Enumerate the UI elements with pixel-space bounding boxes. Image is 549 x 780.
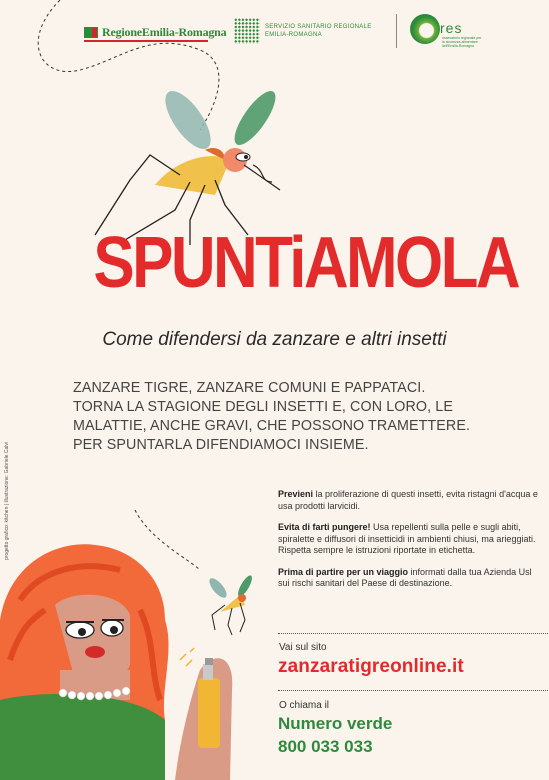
logo-servizio-line1: SERVIZIO SANITARIO REGIONALE (265, 24, 372, 30)
credit-text: progetto grafico: kitchen | illustrazione: Gabriele Calvi (4, 441, 10, 560)
logo-servizio-text (265, 18, 372, 39)
tip-item (278, 522, 543, 557)
flag-icon (84, 27, 98, 38)
intro-line: PER SPUNTARLA DIFENDIAMOCI INSIEME. (73, 437, 369, 453)
intro-line: TORNA LA STAGIONE DEGLI INSETTI E, CON LORO, LE (73, 399, 453, 415)
page-title: SPUNTiAMOLA (93, 223, 518, 303)
logo-regione-text: RegioneEmilia-Romagna (102, 24, 227, 39)
intro-line: ZANZARE TIGRE, ZANZARE COMUNI E PAPPATACI. (73, 380, 426, 396)
divider (278, 633, 548, 634)
site-link[interactable]: zanzaratigreonline.it (278, 656, 464, 677)
logo-regione-bar (84, 40, 208, 42)
ores-circle-icon (410, 14, 440, 44)
tip-item (278, 567, 543, 590)
logo-divider (396, 14, 397, 48)
tip-text: la proliferazione di questi insetti, evita ristagni d'acqua e usa prodotti larvicidi. (278, 489, 538, 511)
logo-servizio-line2: EMILIA-ROMAGNA (265, 32, 322, 38)
mosquito-small-icon (206, 574, 254, 635)
logo-ores-name: res (440, 20, 463, 36)
tip-text: informati dalla tua Azienda Usl sui rischi sanitari del Paese di destinazione. (278, 566, 532, 588)
tip-bold: Prima di partire per un viaggio (278, 566, 409, 577)
logo-bar (0, 14, 549, 54)
logo-ores-sub: ossevatorio regionale per la sicurezza alimentare dell'Emilia-Romagna (442, 36, 482, 49)
page-subtitle: Come difendersi da zanzare e altri insetti (102, 329, 447, 350)
numero-verde-number[interactable]: 800 033 033 (278, 737, 373, 756)
logo-regione (84, 24, 226, 40)
intro-line: MALATTIE, ANCHE GRAVI, CHE POSSONO TRAMETTERE. (73, 418, 471, 434)
woman-illustration (0, 544, 232, 780)
site-label: Vai sul sito (279, 642, 327, 653)
numero-verde-label: Numero verde (278, 714, 393, 733)
tip-item (278, 489, 543, 512)
call-label: O chiama il (279, 700, 330, 711)
logo-servizio-sanitario (234, 18, 372, 44)
intro-text (73, 379, 533, 455)
divider (278, 690, 548, 691)
tip-bold: Evita di farti pungere! (278, 522, 371, 532)
mosquito-top-icon (95, 84, 282, 245)
dots-icon (234, 18, 260, 44)
tip-text: Usa repellenti sulla pelle e sugli abiti, spiralette e diffusori di insetticidi in ambienti chiusi, ma arieggiati. Rispetta sempre le istruzioni riportate in etichetta. (278, 522, 536, 555)
tips-list (278, 489, 543, 600)
tip-bold: Previeni (278, 489, 314, 499)
